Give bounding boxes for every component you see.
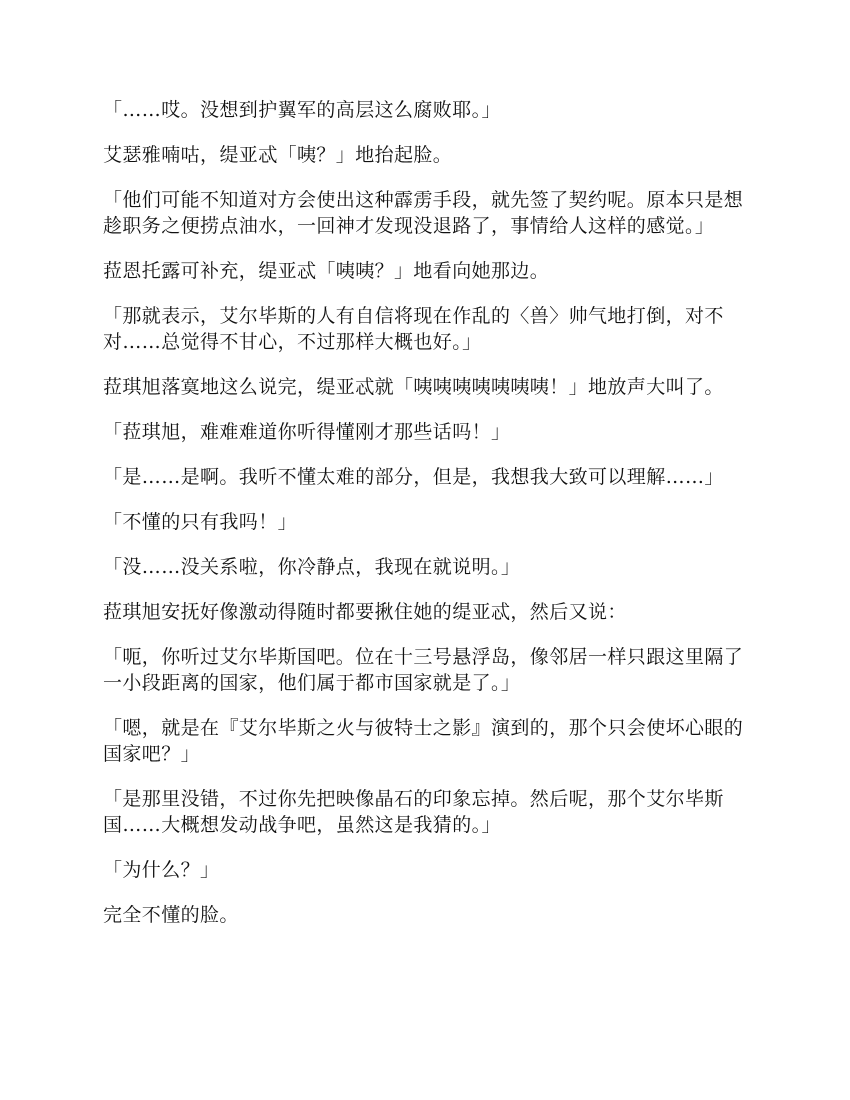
- paragraph: 「菈琪旭，难难难道你听得懂刚才那些话吗！」: [103, 421, 511, 443]
- paragraph: 「他们可能不知道对方会使出这种霹雳手段，就先签了契约呢。原本只是想趁职务之便捞点油水，一回神才发现没退路了，事情给人这样的感觉。」: [103, 189, 744, 237]
- paragraph: 「为什么？」: [103, 859, 220, 881]
- paragraph: 「嗯，就是在『艾尔毕斯之火与彼特士之影』演到的，那个只会使坏心眼的国家吧？」: [103, 717, 744, 765]
- paragraph: 「没……没关系啦，你冷静点，我现在就说明。」: [103, 556, 521, 578]
- paragraph: 菈恩托露可补充，缇亚忒「咦咦？」地看向她那边。: [103, 260, 550, 282]
- paragraph: 「……哎。没想到护翼军的高层这么腐败耶。」: [103, 99, 501, 121]
- paragraph: 菈琪旭安抚好像激动得随时都要揪住她的缇亚忒，然后又说：: [103, 601, 627, 623]
- paragraph: 「是那里没错，不过你先把映像晶石的印象忘掉。然后呢，那个艾尔毕斯国……大概想发动战争吧，虽然这是我猜的。」: [103, 788, 724, 836]
- paragraph: 「那就表示，艾尔毕斯的人有自信将现在作乱的〈兽〉帅气地打倒，对不对……总觉得不甘心，不过那样大概也好。」: [103, 305, 724, 353]
- paragraph: 「是……是啊。我听不懂太难的部分，但是，我想我大致可以理解……」: [103, 466, 724, 488]
- paragraph: 「呃，你听过艾尔毕斯国吧。位在十三号悬浮岛，像邻居一样只跟这里隔了一小段距离的国家，他们属于都市国家就是了。」: [103, 646, 744, 694]
- paragraph: 菈琪旭落寞地这么说完，缇亚忒就「咦咦咦咦咦咦咦！」地放声大叫了。: [103, 376, 724, 398]
- paragraph: 艾瑟雅喃咕，缇亚忒「咦？」地抬起脸。: [103, 144, 453, 166]
- paragraph: 「不懂的只有我吗！」: [103, 511, 298, 533]
- paragraph: 完全不懂的脸。: [103, 904, 239, 926]
- text-body: [103, 97, 753, 947]
